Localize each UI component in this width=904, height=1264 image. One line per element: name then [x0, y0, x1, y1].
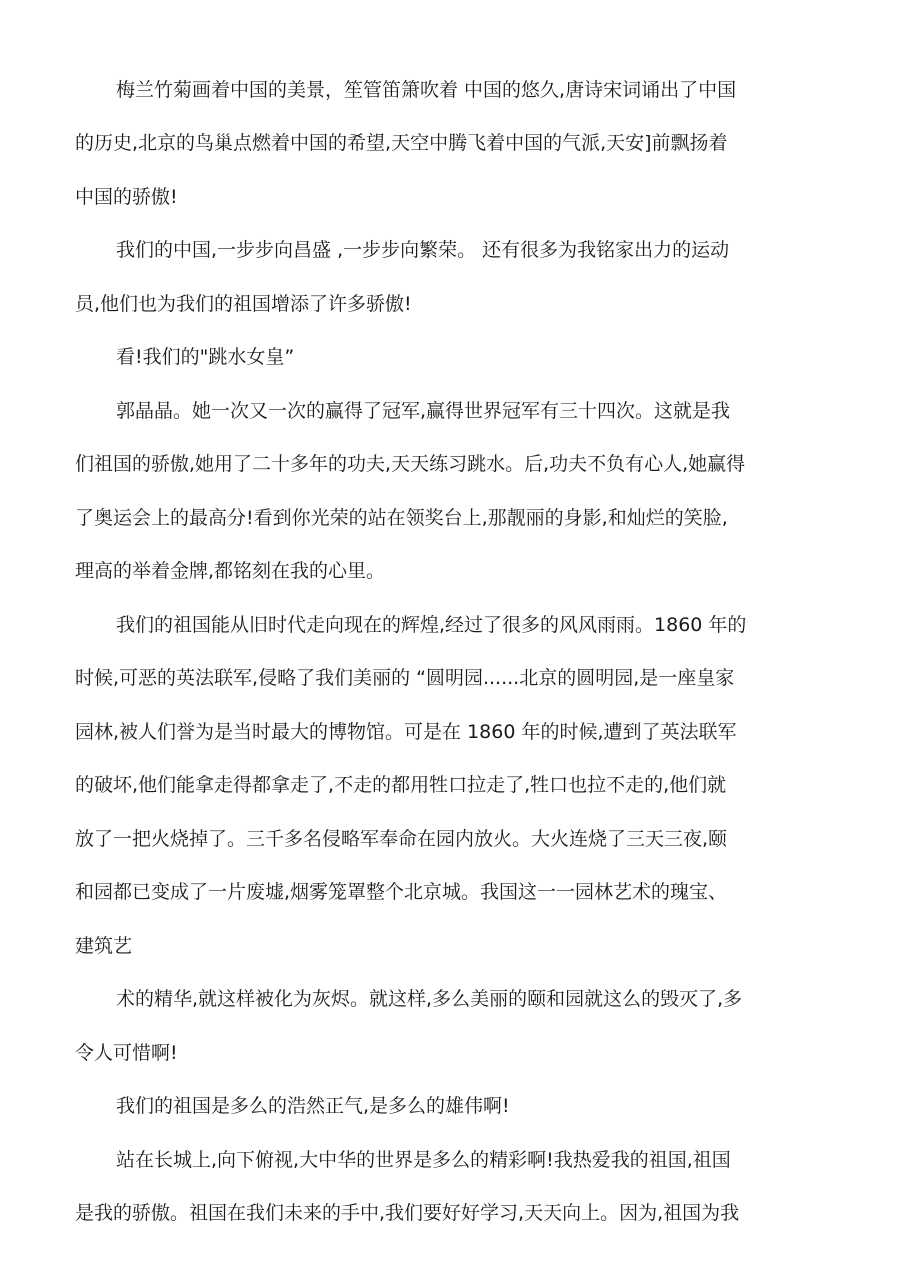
text-line: 的破坏,他们能拿走得都拿走了,不走的都用牲口拉走了,牲口也拉不走的,他们就 — [75, 774, 727, 796]
text-line: 园林,被人们誉为是当时最大的博物馆。可是在 1860 年的时候,遭到了英法联军 — [75, 721, 737, 743]
text-line: 梅兰竹菊画着中国的美景，笙管笛箫吹着 中国的悠久,唐诗宋词诵出了中国 — [116, 79, 737, 101]
text-line: 是我的骄傲。祖国在我们未来的手中,我们要好好学习,天天向上。因为,祖国为我 — [75, 1202, 740, 1224]
text-line: 和园都已变成了一片废墟,烟雾笼罩整个北京城。我国这一一园林艺术的瑰宝、 — [75, 881, 728, 903]
text-line: 我们的祖国是多么的浩然正气,是多么的雄伟啊! — [116, 1095, 510, 1117]
text-line: 站在长城上,向下俯视,大中华的世界是多么的精彩啊!我热爱我的祖国,祖国 — [116, 1149, 731, 1171]
text-line: 员,他们也为我们的祖国增添了许多骄傲! — [75, 293, 412, 315]
text-line: 令人可惜啊! — [75, 1042, 178, 1064]
text-line: 中国的骄傲! — [75, 186, 178, 208]
text-line: 我们的祖国能从旧时代走向现在的辉煌,经过了很多的风风雨雨。1860 年的 — [116, 614, 747, 636]
text-line: 我们的中国,一步步向昌盛 ,一步步向繁荣。 还有很多为我铭家出力的运动 — [116, 239, 730, 261]
text-line: 看!我们的"跳水女皇” — [116, 346, 295, 368]
text-line: 放了一把火烧掉了。三千多名侵略军奉命在园内放火。大火连烧了三天三夜,颐 — [75, 828, 728, 850]
text-line: 术的精华,就这样被化为灰烬。就这样,多么美丽的颐和园就这么的毁灭了,多 — [116, 988, 743, 1010]
text-line: 时候,可恶的英法联军,侵略了我们美丽的 “圆明园......北京的圆明园,是一座皇家 — [75, 667, 735, 689]
text-line: 理高的举着金牌,都铭刻在我的心里。 — [75, 560, 386, 582]
text-line: 们祖国的骄傲,她用了二十多年的功夫,天天练习跳水。后,功夫不负有心人,她赢得 — [75, 453, 746, 475]
text-line: 郭晶晶。她一次又一次的赢得了冠军,赢得世界冠军有三十四次。这就是我 — [116, 400, 731, 422]
text-line: 建筑艺 — [75, 935, 133, 957]
text-line: 了奥运会上的最高分!看到你光荣的站在领奖台上,那靓丽的身影,和灿烂的笑脸, — [75, 507, 728, 529]
text-line: 的历史,北京的鸟巢点燃着中国的希望,天空中腾飞着中国的气派,天安]前飘扬着 — [75, 132, 728, 154]
